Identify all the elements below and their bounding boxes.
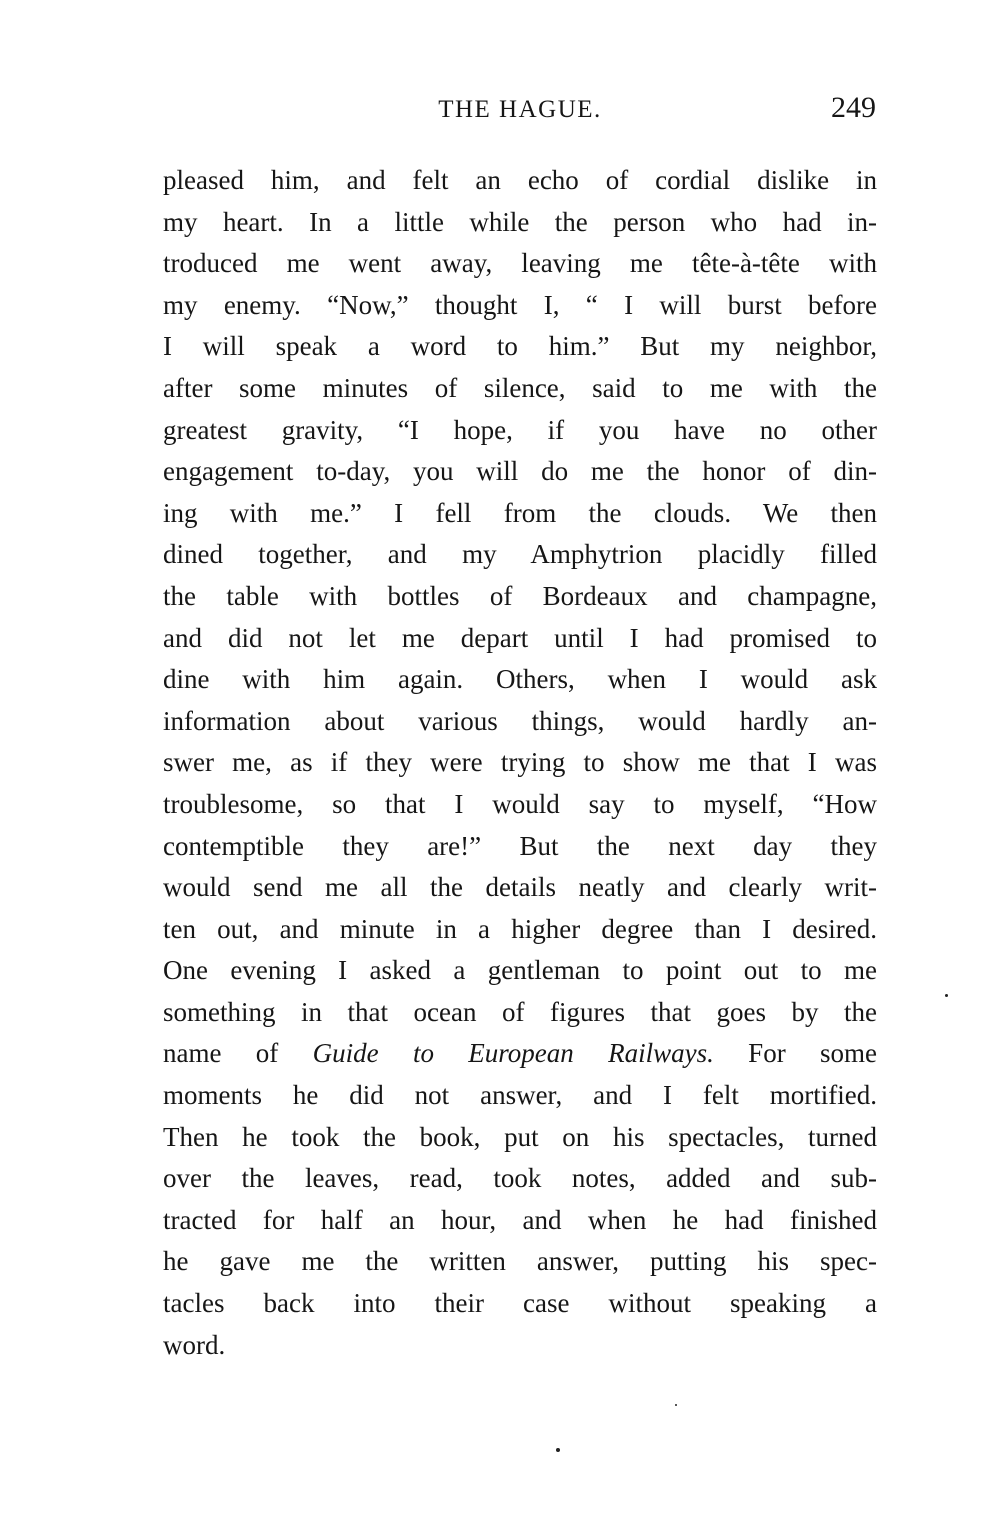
- italic-book-title: Guide to European Railways.: [312, 1038, 714, 1069]
- text-line: I will speak a word to him.” But my neighbor,: [163, 331, 877, 362]
- text-line: tracted for half an hour, and when he had finished: [163, 1204, 877, 1235]
- text-segment: name of: [163, 1038, 313, 1069]
- ink-speck: [675, 1404, 677, 1406]
- text-line: engagement to-day, you will do me the honor of din-: [163, 456, 877, 487]
- text-line: dine with him again. Others, when I would ask: [163, 664, 877, 695]
- text-line: troublesome, so that I would say to myself, “How: [163, 788, 877, 819]
- text-line-with-italic-title: [163, 1033, 877, 1075]
- text-line: something in that ocean of figures that goes by the: [163, 996, 877, 1027]
- text-line: ten out, and minute in a higher degree than I desired.: [163, 913, 877, 944]
- text-line: moments he did not answer, and I felt mortified.: [163, 1080, 877, 1111]
- text-line: information about various things, would hardly an-: [163, 705, 877, 736]
- text-line: pleased him, and felt an echo of cordial dislike in: [163, 165, 877, 195]
- running-title: THE HAGUE.: [438, 96, 602, 123]
- ink-speck: [556, 1448, 560, 1452]
- text-line: contemptible they are!” But the next day they: [163, 830, 877, 861]
- ink-speck: [945, 994, 948, 997]
- text-line: greatest gravity, “I hope, if you have no other: [163, 414, 877, 445]
- text-line: would send me all the details neatly and clearly writ-: [163, 872, 877, 903]
- text-segment: For some: [713, 1038, 878, 1069]
- text-line: One evening I asked a gentleman to point out to me: [163, 955, 877, 986]
- text-line: swer me, as if they were trying to show me that I was: [163, 747, 877, 778]
- text-line: the table with bottles of Bordeaux and champagne,: [163, 580, 877, 611]
- text-line: my enemy. “Now,” thought I, “ I will burst before: [163, 289, 877, 320]
- page-number: 249: [831, 91, 876, 124]
- body-text: [163, 160, 877, 1366]
- text-line: over the leaves, read, took notes, added and sub-: [163, 1163, 877, 1194]
- text-line: he gave me the written answer, putting his spec-: [163, 1246, 877, 1277]
- text-line: my heart. In a little while the person who had in-: [163, 206, 877, 237]
- text-line: Then he took the book, put on his spectacles, turned: [163, 1121, 877, 1152]
- text-line: ing with me.” I fell from the clouds. We then: [163, 497, 877, 528]
- text-line-final: word.: [163, 1329, 226, 1360]
- text-line: dined together, and my Amphytrion placidly filled: [163, 539, 877, 570]
- running-header: [160, 90, 880, 130]
- text-line: tacles back into their case without speaking a: [163, 1288, 877, 1319]
- text-line: after some minutes of silence, said to me with the: [163, 372, 877, 403]
- text-line: troduced me went away, leaving me tête-à-tête with: [163, 248, 877, 279]
- text-line: and did not let me depart until I had promised to: [163, 622, 877, 653]
